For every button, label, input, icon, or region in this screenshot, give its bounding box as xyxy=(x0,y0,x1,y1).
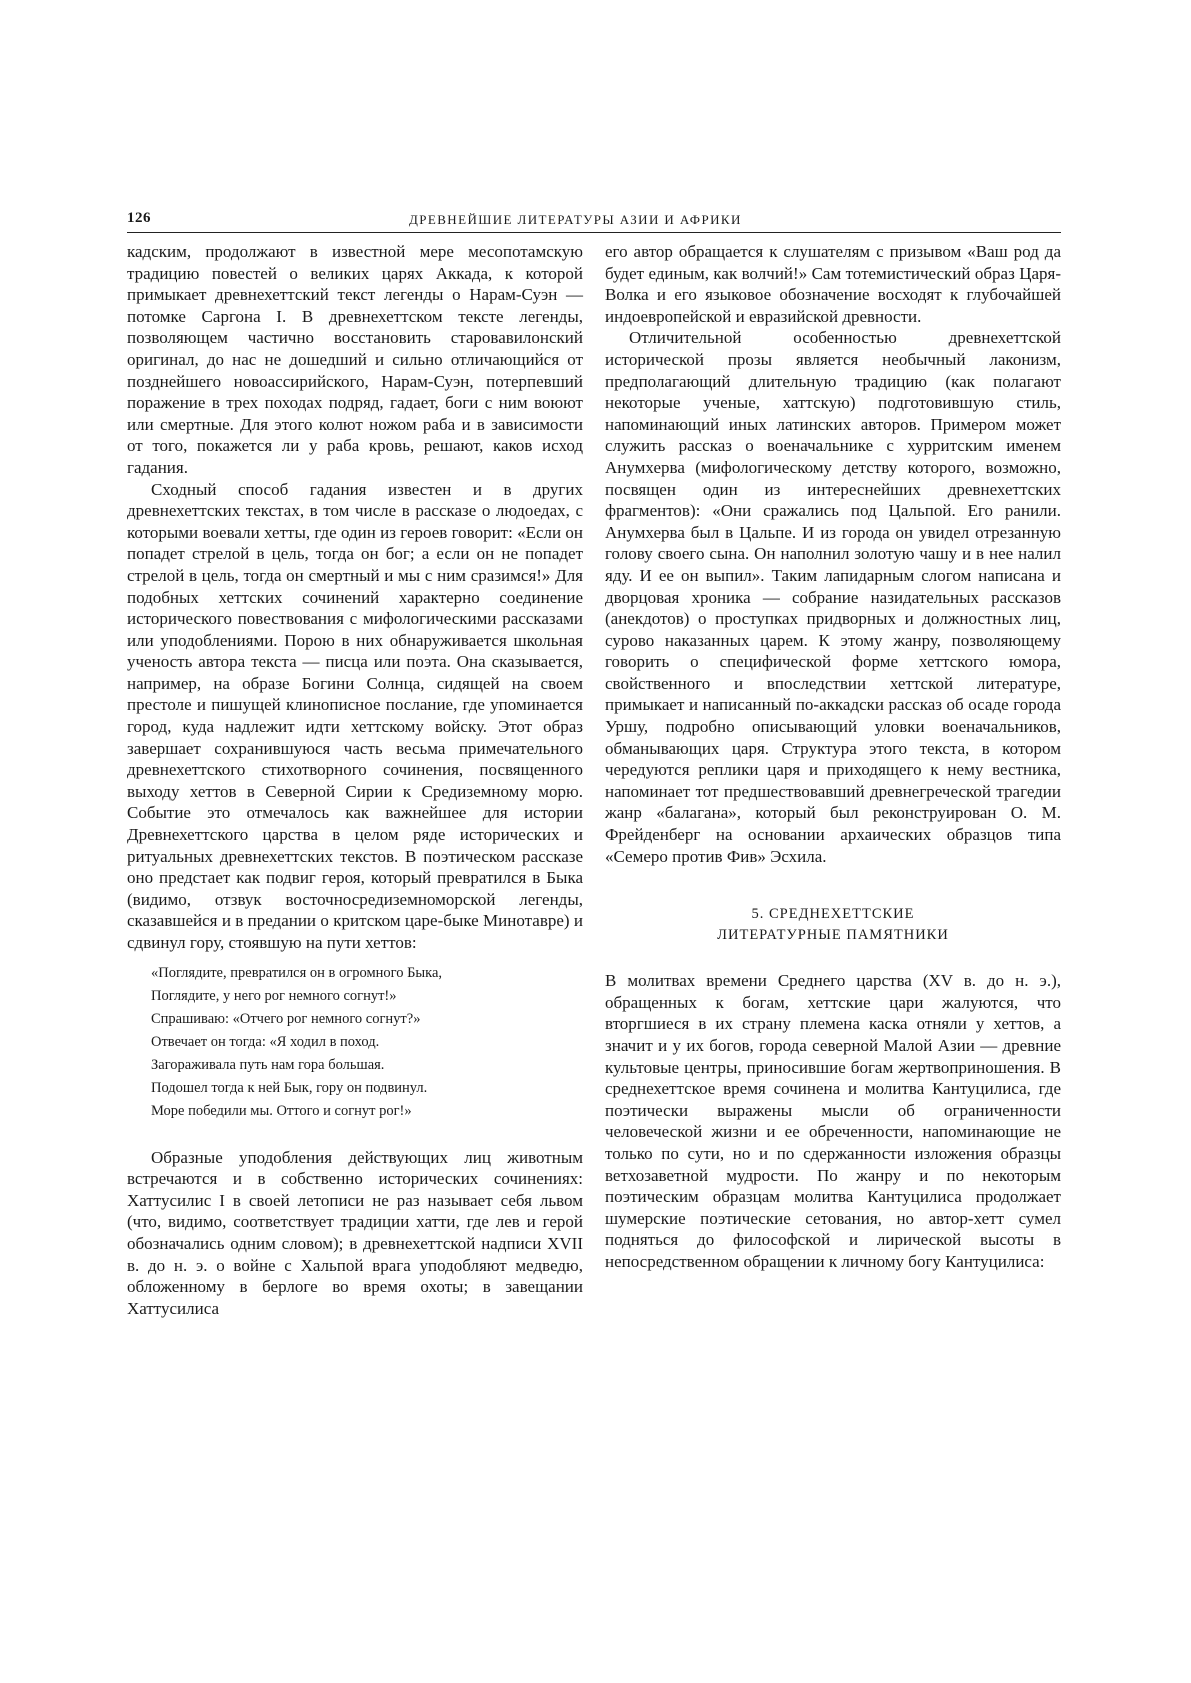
poem-line: Море победили мы. Оттого и согнут рог!» xyxy=(151,1102,412,1119)
poem-quote xyxy=(151,962,583,1123)
section-heading-line: 5. СРЕДНЕХЕТТСКИЕ xyxy=(751,906,915,923)
paragraph: Сходный способ гадания известен и в других древнехеттских текстах, в том числе в рассказе о людоедах, с которыми воевали хетты, где один из героев говорит: «Если он попадет стрелой в цель, тогда он бог; а если он не попадет стрелой в цель, тогда он смертный и мы с ним сразимся!» Для подобных хеттских сочинений характерно соединение исторического повествования с мифологическими рассказами или уподоблениями. Порою в них обнаруживается школьная ученость автора текста — писца или поэта. Она сказывается, например, на образе Богини Солнца, сидящей на своем престоле и пишущей клинописное послание, где упоминается город, куда надлежит идти хеттскому войску. Этот образ завершает сохранившуюся часть весьма примечательного древнехеттского стихотворного сочинения, посвященного выходу хеттов в Северной Сирии к Средиземному морю. Событие это отмечалось как важнейшее для истории Древнехеттского царства в целом ряде исторических и ритуальных древнехеттских текстов. В поэтическом рассказе оно предстает как подвиг героя, который превратился в Быка (видимо, отзвук восточносредиземноморской легенды, сказавшейся и в предании о критском царе-быке Минотавре) и сдвинул гору, стоявшую на пути хеттов: xyxy=(127,479,583,952)
header-rule xyxy=(127,232,1061,233)
page-header xyxy=(127,210,1061,232)
left-column xyxy=(127,241,583,1319)
poem-line: Загораживала путь нам гора большая. xyxy=(151,1056,385,1073)
section-heading xyxy=(605,904,1061,946)
paragraph: Отличительной особенностью древнехеттской исторической прозы является необычный лаконизм, предполагающий длительную традицию (как полагают некоторые ученые, хаттскую) подготовившую стиль, напоминающий иных латинских авторов. Примером может служить рассказ о военачальнике с хурритским именем Анумхерва (мифологическому детству которого, возможно, посвящен один из интереснейших древнехеттских фрагментов): «Они сражались под Цальпой. Его ранили. Анумхерва был в Цальпе. И из города он увидел отрезанную голову своего сына. Он наполнил золотую чашу и в нее налил яду. И ее он выпил». Таким лапидарным слогом написана и дворцовая хроника — собрание назидательных рассказов (анекдотов) о проступках придворных и должностных лиц, сурово наказанных царем. К этому жанру, позволяющему говорить о специфической форме хеттского юмора, свойственного и впоследствии хеттской литературе, примыкает и написанный по-аккадски рассказ об осаде города Уршу, подробно описывающий уловки военачальников, обманывающих царя. Структура этого текста, в котором чередуются реплики царя и приходящего к нему вестника, напоминает тот предшествовавший древнегреческой трагедии жанр «балагана», который был реконструирован О. М. Фрейденберг на основании архаических образцов типа «Семеро против Фив» Эсхила. xyxy=(605,328,1061,866)
paragraph: В молитвах времени Среднего царства (XV в. до н. э.), обращенных к богам, хеттские цари жалуются, что вторгшиеся в их страну племена каска отняли у хеттов, а значит и у их богов, города северной Малой Азии — древние культовые центры, приносившие богам жертвоприношения. В среднехеттское время сочинена и молитва Кантуцилиса, где поэтически выражены мысли об ограниченности человеческой жизни и ее обреченности, напоминающие не только по сути, но и по сдержанности изложения образцы ветхозаветной мудрости. По жанру и по некоторым поэтическим образцам молитва Кантуцилиса продолжает шумерские поэтические сетования, но автор-хетт сумел подняться до философской и лирической высоты в непосредственном обращении к личному богу Кантуцилиса: xyxy=(605,971,1061,1271)
paragraph: Образные уподобления действующих лиц животным встречаются и в собственно исторических сочинениях: Хаттусилис I в своей летописи не раз называет себя львом (что, видимо, соответствует традиции хатти, где лев и герой обозначались одним словом); в древнехеттской надписи XVII в. до н. э. о войне с Хальпой врага уподобляют медведю, обложенному в берлоге во время охоты; в завещании Хаттусилиса xyxy=(127,1147,583,1318)
paragraph: кадским, продолжают в известной мере месопотамскую традицию повестей о великих царях Аккада, к которой примыкает древнехеттский текст легенды о Нарам-Суэн — потомке Саргона I. В древнехеттском тексте легенды, позволяющем частично восстановить старовавилонский оригинал, до нас не дошедший и сильно отличающийся от позднейшего новоассирийского, Нарам-Суэн, потерпевший поражение в трех походах подряд, гадает, боги с ним воюют или смертные. Для этого колют ножом раба и в зависимости от того, покажется ли у раба кровь, решают, каков исход гадания. xyxy=(127,242,583,477)
section-heading-line: ЛИТЕРАТУРНЫЕ ПАМЯТНИКИ xyxy=(717,927,949,944)
poem-line: Отвечает он тогда: «Я ходил в поход. xyxy=(151,1033,380,1050)
page-number: 126 xyxy=(127,210,151,226)
right-column xyxy=(605,241,1061,1273)
poem-line: Спрашиваю: «Отчего рог немного согнут?» xyxy=(151,1010,421,1027)
running-title: ДРЕВНЕЙШИЕ ЛИТЕРАТУРЫ АЗИИ И АФРИКИ xyxy=(409,212,742,227)
poem-line: «Поглядите, превратился он в огромного Быка, xyxy=(151,964,443,981)
poem-line: Подошел тогда к ней Бык, гору он подвинул. xyxy=(151,1079,428,1096)
paragraph: его автор обращается к слушателям с призывом «Ваш род да будет единым, как волчий!» Сам тотемистический образ Царя-Волка и его языковое обозначение восходят к глубочайшей индоевропейской и евразийской древности. xyxy=(605,242,1061,326)
poem-line: Поглядите, у него рог немного согнут!» xyxy=(151,987,397,1004)
